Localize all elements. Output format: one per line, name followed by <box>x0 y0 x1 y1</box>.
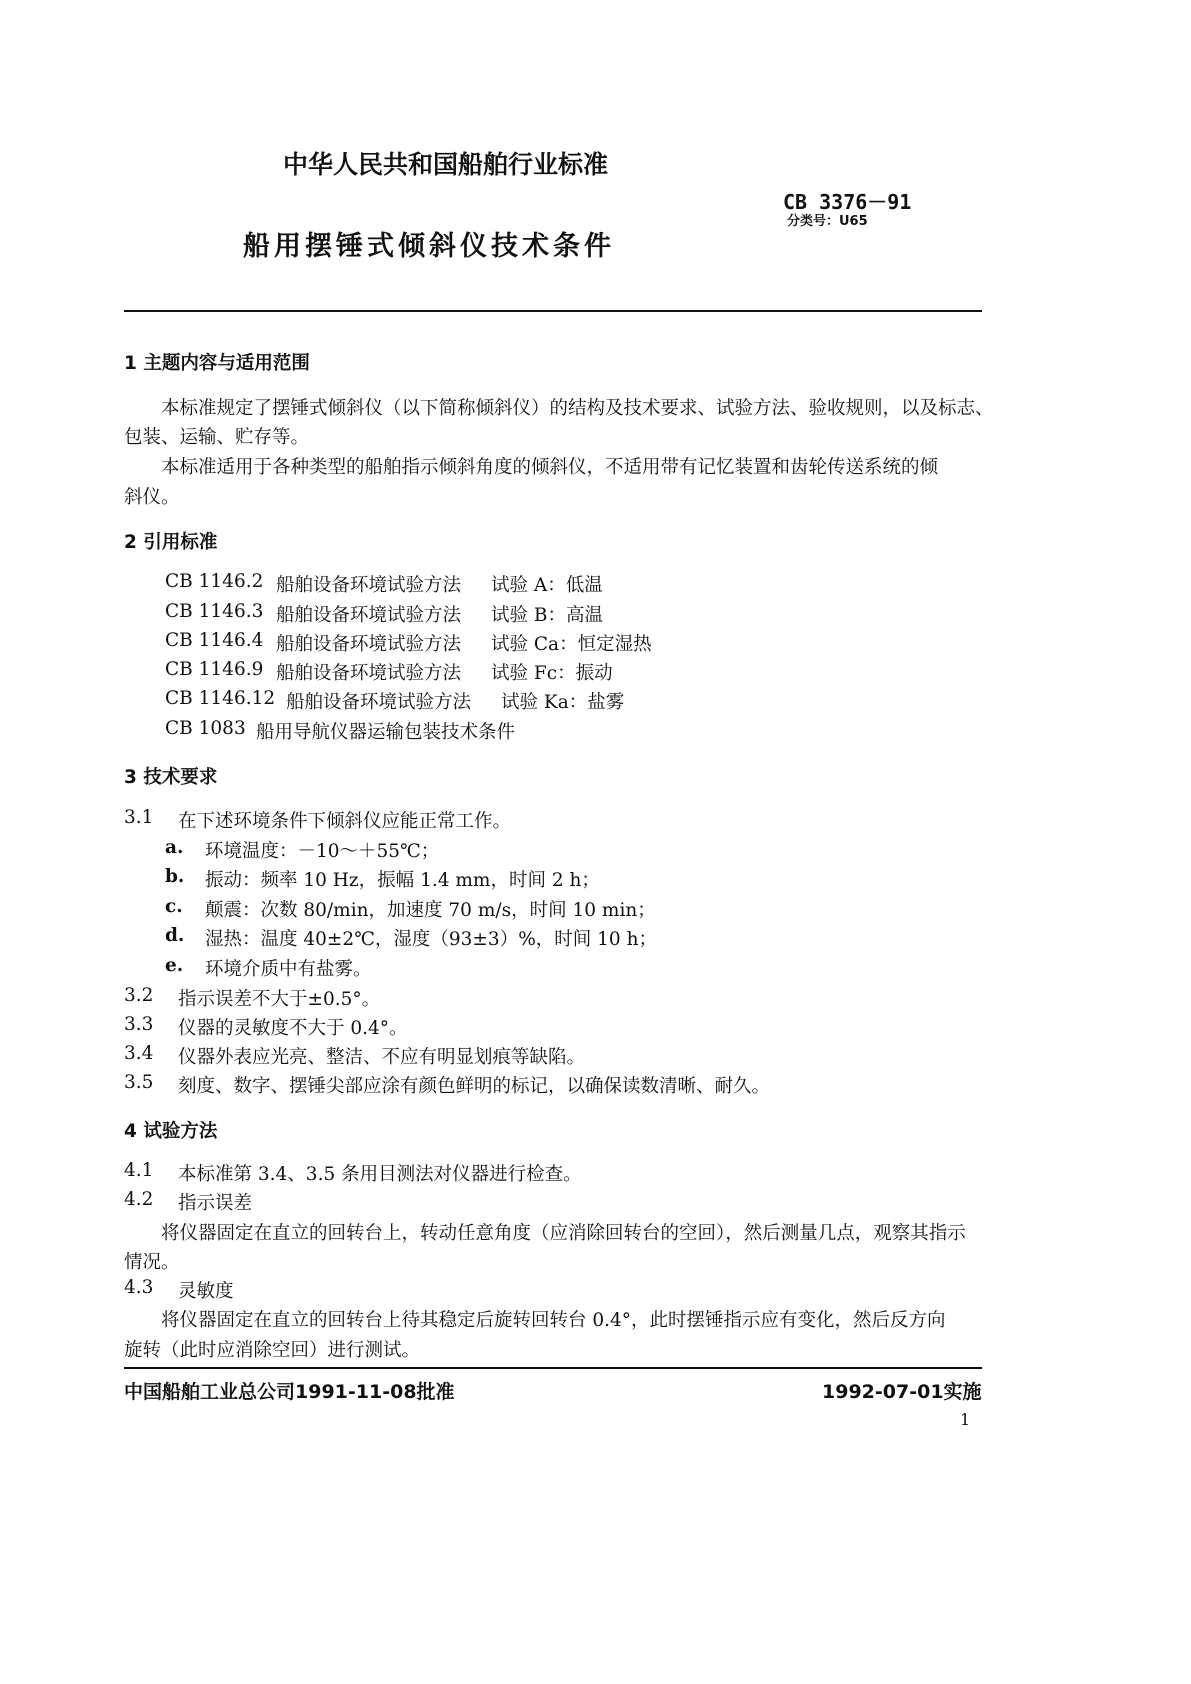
clause-number: 3.3 <box>124 1014 154 1035</box>
reference-standard-test: 试验 Ca：恒定湿热 <box>491 634 652 655</box>
reference-standard-title: 船舶设备环境试验方法 <box>276 605 462 626</box>
section-4-heading: 4 试验方法 <box>124 1121 218 1142</box>
header-divider <box>124 310 982 312</box>
list-item-label: c. <box>165 896 183 917</box>
classification-number: 分类号：U65 <box>787 214 868 229</box>
clause-number: 3.1 <box>124 807 154 828</box>
clause-paragraph-line: 情况。 <box>124 1252 180 1273</box>
footer-divider <box>124 1367 982 1369</box>
list-item-text: 颠震：次数 80/min，加速度 70 m/s，时间 10 min； <box>205 900 656 921</box>
section-1-paragraph-2-line-1: 本标准适用于各种类型的船舶指示倾斜角度的倾斜仪，不适用带有记忆装置和齿轮传送系统的倾 <box>161 457 939 478</box>
reference-standard-code: CB 1146.3 <box>165 601 264 622</box>
clause-text: 本标准第 3.4、3.5 条用目测法对仪器进行检查。 <box>178 1164 582 1185</box>
reference-standard-title: 船舶设备环境试验方法 <box>276 575 462 596</box>
section-1-paragraph-1-line-1: 本标准规定了摆锤式倾斜仪（以下简称倾斜仪）的结构及技术要求、试验方法、验收规则，以及标志、 <box>161 398 994 419</box>
list-item-label: d. <box>165 925 185 946</box>
approval-line: 中国船舶工业总公司1991-11-08批准 <box>124 1381 455 1403</box>
org-title: 中华人民共和国船舶行业标准 <box>283 150 609 179</box>
clause-number: 4.3 <box>124 1277 154 1298</box>
clause-text: 指示误差不大于±0.5°。 <box>178 989 381 1010</box>
reference-standard-test: 试验 B：高温 <box>491 605 603 626</box>
section-1-paragraph-1-line-2: 包装、运输、贮存等。 <box>124 427 310 448</box>
reference-standard-code: CB 1146.4 <box>165 630 264 651</box>
list-item-text: 振动：频率 10 Hz，振幅 1.4 mm，时间 2 h； <box>205 870 600 891</box>
reference-standard-title: 船用导航仪器运输包装技术条件 <box>256 722 516 743</box>
clause-text: 仪器外表应光亮、整洁、不应有明显划痕等缺陷。 <box>178 1047 586 1068</box>
list-item-text: 湿热：温度 40±2℃，湿度（93±3）%，时间 10 h； <box>205 929 657 950</box>
section-1-paragraph-2-line-2: 斜仪。 <box>124 487 180 508</box>
clause-title: 灵敏度 <box>178 1281 234 1302</box>
reference-standard-title: 船舶设备环境试验方法 <box>276 634 462 655</box>
clause-paragraph-line: 将仪器固定在直立的回转台上待其稳定后旋转回转台 0.4°，此时摆锤指示应有变化，然后反方向 <box>161 1310 946 1331</box>
clause-text: 刻度、数字、摆锤尖部应涂有颜色鲜明的标记，以确保读数清晰、耐久。 <box>178 1076 771 1097</box>
reference-standard-title: 船舶设备环境试验方法 <box>286 692 472 713</box>
list-item-label: a. <box>165 837 184 858</box>
reference-standard-code: CB 1146.12 <box>165 688 276 709</box>
clause-number: 4.2 <box>124 1189 154 1210</box>
standard-code: CB 3376－91 <box>783 190 912 214</box>
clause-number: 3.2 <box>124 985 154 1006</box>
list-item-text: 环境温度：－10～＋55℃； <box>205 841 440 862</box>
section-2-heading: 2 引用标准 <box>124 532 218 553</box>
clause-number: 3.4 <box>124 1043 154 1064</box>
clause-number: 3.5 <box>124 1072 154 1093</box>
reference-standard-code: CB 1146.2 <box>165 571 264 592</box>
reference-standard-code: CB 1146.9 <box>165 659 264 680</box>
clause-number: 4.1 <box>124 1160 154 1181</box>
reference-standard-test: 试验 A：低温 <box>491 575 603 596</box>
list-item-text: 环境介质中有盐雾。 <box>205 959 372 980</box>
clause-text: 在下述环境条件下倾斜仪应能正常工作。 <box>178 811 512 832</box>
list-item-label: b. <box>165 866 185 887</box>
clause-title: 指示误差 <box>178 1193 253 1214</box>
reference-standard-test: 试验 Ka：盐雾 <box>501 692 625 713</box>
section-3-heading: 3 技术要求 <box>124 767 218 788</box>
clause-text: 仪器的灵敏度不大于 0.4°。 <box>178 1018 408 1039</box>
list-item-label: e. <box>165 955 184 976</box>
effective-date: 1992-07-01实施 <box>822 1381 982 1403</box>
reference-standard-title: 船舶设备环境试验方法 <box>276 663 462 684</box>
page-number: 1 <box>960 1410 971 1429</box>
reference-standard-code: CB 1083 <box>165 718 246 739</box>
clause-paragraph-line: 将仪器固定在直立的回转台上，转动任意角度（应消除回转台的空回），然后测量几点，观察其指示 <box>161 1223 966 1244</box>
reference-standard-test: 试验 Fc：振动 <box>491 663 613 684</box>
document-title: 船用摆锤式倾斜仪技术条件 <box>243 231 615 262</box>
clause-paragraph-line: 旋转（此时应消除空回）进行测试。 <box>124 1340 421 1361</box>
section-1-heading: 1 主题内容与适用范围 <box>124 353 310 374</box>
